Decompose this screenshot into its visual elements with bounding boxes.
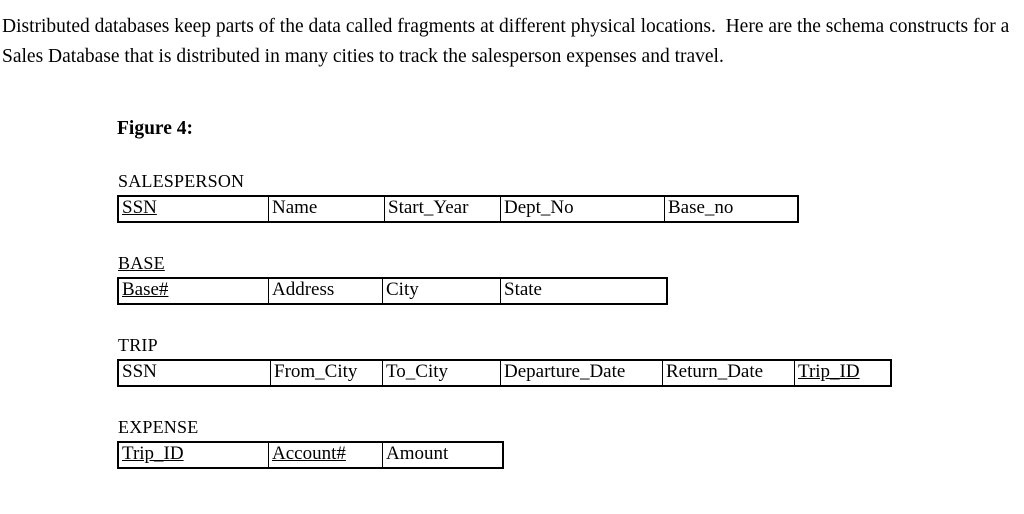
schema-list: [117, 171, 1024, 469]
schema-trip: [117, 335, 1024, 387]
column-return-date: Return_Date: [663, 361, 795, 385]
column-to-city: To_City: [383, 361, 501, 385]
column-amount: Amount: [386, 443, 449, 464]
column-trip-id: Trip_ID: [798, 361, 860, 382]
column-trip-ssn: SSN: [119, 361, 271, 385]
column-dept-no: Dept_No: [501, 197, 665, 221]
schema-title-base: BASE: [118, 253, 165, 273]
schema-title-expense: EXPENSE: [118, 417, 199, 437]
schema-salesperson: [117, 171, 1024, 223]
schema-title-trip: TRIP: [118, 335, 158, 355]
column-city: City: [383, 279, 501, 303]
column-address: Address: [269, 279, 383, 303]
column-base-number: Base#: [119, 279, 269, 303]
column-departure-date: Departure_Date: [501, 361, 663, 385]
schema-expense: [117, 417, 1024, 469]
schema-table-expense: [117, 441, 504, 469]
schema-table-salesperson: [117, 195, 799, 223]
schema-table-base: [117, 277, 668, 305]
figure-4: [117, 118, 1024, 469]
column-from-city: From_City: [271, 361, 383, 385]
figure-label: Figure 4:: [117, 118, 194, 139]
column-name: Name: [269, 197, 385, 221]
column-account-number: Account#: [269, 443, 383, 467]
column-start-year: Start_Year: [385, 197, 501, 221]
column-state: State: [504, 279, 542, 300]
column-expense-trip-id: Trip_ID: [119, 443, 269, 467]
schema-table-trip: [117, 359, 892, 387]
column-base-no: Base_no: [668, 197, 734, 218]
intro-paragraph: Distributed databases keep parts of the data called fragments at different physical locations. Here are the schema constructs for a Sales Database that is distributed in many cities to track the salesperson expenses and travel.: [2, 16, 1015, 67]
schema-title-salesperson: SALESPERSON: [118, 171, 245, 191]
column-ssn: SSN: [119, 197, 269, 221]
schema-base: [117, 253, 1024, 305]
